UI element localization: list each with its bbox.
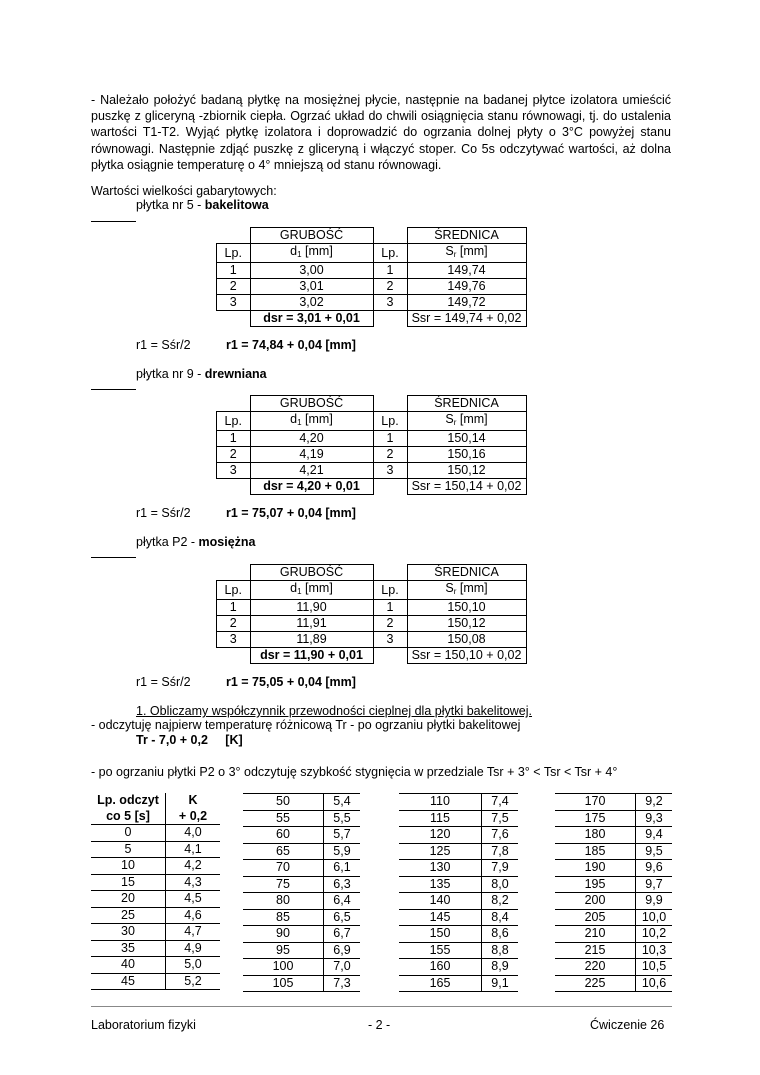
k-cell: 9,5 [636, 843, 673, 860]
page-number: - 2 - [368, 1018, 391, 1032]
table-row [243, 893, 360, 910]
time-cell: 10 [91, 858, 166, 875]
footer-right: Ćwiczenie 26 [590, 1018, 665, 1032]
table-row [91, 891, 220, 908]
section-title: 1. Obliczamy współczynnik przewodności cieplnej dla płytki bakelitowej. [136, 704, 533, 718]
plate-title-wood: płytka nr 9 - drewniana [136, 367, 267, 381]
r-formula: r1 = Sśr/2 [136, 338, 191, 352]
table-row [555, 843, 672, 860]
tr-value: Tr - 7,0 + 0,2 [K] [136, 733, 243, 747]
time-cell: 190 [555, 860, 636, 877]
k-cell: 6,5 [324, 909, 361, 926]
k-cell: 7,5 [482, 810, 519, 827]
time-cell: 150 [399, 926, 482, 943]
k-table-3 [399, 793, 518, 992]
time-cell: 70 [243, 860, 324, 877]
k-cell: 7,0 [324, 959, 361, 976]
time-cell: 225 [555, 975, 636, 992]
k-cell: 8,2 [482, 893, 519, 910]
time-cell: 180 [555, 827, 636, 844]
table-row [399, 893, 518, 910]
k-cell: 4,3 [166, 874, 221, 891]
time-cell: 100 [243, 959, 324, 976]
table-row [91, 858, 220, 875]
time-cell: 160 [399, 959, 482, 976]
k-cell: 8,9 [482, 959, 519, 976]
k-cell: 6,1 [324, 860, 361, 877]
table-row [399, 810, 518, 827]
footer-left: Laboratorium fizyki [91, 1018, 196, 1032]
k-cell: 4,0 [166, 825, 221, 842]
time-cell: 140 [399, 893, 482, 910]
k-cell: 5,7 [324, 827, 361, 844]
k-cell: 7,3 [324, 975, 361, 992]
time-cell: 165 [399, 975, 482, 992]
k-cell: 8,8 [482, 942, 519, 959]
table-row [243, 794, 360, 811]
time-cell: 15 [91, 874, 166, 891]
k-cell: 5,0 [166, 957, 221, 974]
table-row [399, 794, 518, 811]
plate-title-bakelite: płytka nr 5 - bakelitowa [136, 198, 269, 212]
table-row [555, 909, 672, 926]
k-cell: 4,6 [166, 907, 221, 924]
k-cell: 5,5 [324, 810, 361, 827]
k-cell: 10,2 [636, 926, 673, 943]
r-result-wood: r1 = 75,07 + 0,04 [mm] [226, 506, 356, 520]
plate-title-brass: płytka P2 - mosiężna [136, 535, 256, 549]
table-row [399, 975, 518, 992]
k-cell: 6,9 [324, 942, 361, 959]
k-cell: 5,4 [324, 794, 361, 811]
time-cell: 90 [243, 926, 324, 943]
time-cell: 95 [243, 942, 324, 959]
time-cell: 60 [243, 827, 324, 844]
time-cell: 200 [555, 893, 636, 910]
time-cell: 25 [91, 907, 166, 924]
table-row [243, 876, 360, 893]
time-cell: 110 [399, 794, 482, 811]
k-cell: 10,0 [636, 909, 673, 926]
dims-table-bakelite: GRUBOŚĆ ŚREDNICA Lp. $d_1$ [mm] Lp. $S_r$ [mm] 1 3,00 1 149,74 2 3,01 2 149,76 3 3,02 3 149,72 dsr = 3,01 + 0,01 Ssr = 149,74 + 0,02 [216, 227, 527, 327]
k-table-1: Lp. odczyt K co 5 [s] + 0,2 0 4,0 5 4,1 10 4,2 15 4,3 20 4,5 25 4,6 30 4,7 35 4,9 40 5,0 45 5,2 [91, 793, 220, 990]
footer-divider [91, 1006, 672, 1007]
dims-heading: Wartości wielkości gabarytowych: [91, 184, 277, 198]
divider-rule [91, 389, 136, 390]
table-row [243, 827, 360, 844]
table-row [555, 959, 672, 976]
k-cell: 9,9 [636, 893, 673, 910]
table-row [243, 810, 360, 827]
k-cell: 9,1 [482, 975, 519, 992]
table-row [399, 926, 518, 943]
table-row [555, 893, 672, 910]
d-summary: dsr = 3,01 + 0,01 [250, 311, 373, 327]
k-cell: 4,1 [166, 841, 221, 858]
table-row [243, 926, 360, 943]
r-result-brass: r1 = 75,05 + 0,04 [mm] [226, 675, 356, 689]
table-row [399, 909, 518, 926]
table-row [243, 909, 360, 926]
time-cell: 135 [399, 876, 482, 893]
table-row [555, 860, 672, 877]
time-cell: 20 [91, 891, 166, 908]
time-cell: 155 [399, 942, 482, 959]
time-cell: 50 [243, 794, 324, 811]
k-cell: 8,4 [482, 909, 519, 926]
cooling-text: - po ogrzaniu płytki P2 o 3° odczytuję szybkość stygnięcia w przedziale Tsr + 3° < Tsr < Tsr + 4° [91, 765, 618, 779]
time-cell: 45 [91, 973, 166, 990]
time-cell: 30 [91, 924, 166, 941]
s-summary: Ssr = 150,10 + 0,02 [407, 648, 526, 664]
k-cell: 6,3 [324, 876, 361, 893]
k-cell: 5,9 [324, 843, 361, 860]
dims-table-brass: GRUBOŚĆ ŚREDNICA Lp. $d_1$ [mm] Lp. $S_r$ [mm] 1 11,90 1 150,10 2 11,91 2 150,12 3 11,89 3 150,08 dsr = 11,90 + 0,01 Ssr = 150,10 + 0,02 [216, 564, 527, 664]
k-cell: 10,5 [636, 959, 673, 976]
time-cell: 115 [399, 810, 482, 827]
section-text: - odczytuję najpierw temperaturę różnicową Tr - po ogrzaniu płytki bakelitowej [91, 718, 521, 732]
table-row [399, 942, 518, 959]
table-row [399, 827, 518, 844]
table-row [91, 874, 220, 891]
time-cell: 0 [91, 825, 166, 842]
time-cell: 220 [555, 959, 636, 976]
k-cell: 4,7 [166, 924, 221, 941]
k-cell: 9,7 [636, 876, 673, 893]
table-row [555, 827, 672, 844]
table-row [243, 959, 360, 976]
k-cell: 6,4 [324, 893, 361, 910]
time-cell: 175 [555, 810, 636, 827]
intro-paragraph: - Należało położyć badaną płytkę na mosiężnej płycie, następnie na badanej płytce izolatora umieścić puszkę z gliceryną -zbiornik ciepła. Ogrzać układ do chwili osiągnięcia stanu równowagi, tj. do ustalenia wartości T1-T2. Wyjąć płytkę izolatora i doprowadzić do ogrzania dolnej płyty o 3°C powyżej stanu równowagi. Następnie zdjąć puszkę z gliceryną i włączyć stoper. Co 5s odczytywać wartości, aż dolna płytka osiągnie temperaturę o 4° mniejszą od stanu równowagi. [91, 93, 671, 172]
k-cell: 7,9 [482, 860, 519, 877]
time-cell: 125 [399, 843, 482, 860]
time-cell: 215 [555, 942, 636, 959]
time-cell: 170 [555, 794, 636, 811]
table-row [399, 843, 518, 860]
table-row [91, 940, 220, 957]
time-cell: 210 [555, 926, 636, 943]
table-row [243, 843, 360, 860]
divider-rule [91, 221, 136, 222]
table-row [243, 942, 360, 959]
r-result-bakelite: r1 = 74,84 + 0,04 [mm] [226, 338, 356, 352]
time-cell: 5 [91, 841, 166, 858]
time-cell: 85 [243, 909, 324, 926]
k-cell: 9,3 [636, 810, 673, 827]
time-cell: 105 [243, 975, 324, 992]
table-row [399, 959, 518, 976]
divider-rule [91, 557, 136, 558]
time-cell: 120 [399, 827, 482, 844]
time-cell: 80 [243, 893, 324, 910]
table-row [555, 942, 672, 959]
table-row [91, 973, 220, 990]
table-row [555, 926, 672, 943]
table-row [243, 860, 360, 877]
k-cell: 5,2 [166, 973, 221, 990]
k-cell: 8,0 [482, 876, 519, 893]
d-summary: dsr = 11,90 + 0,01 [250, 648, 373, 664]
time-cell: 130 [399, 860, 482, 877]
table-row [91, 841, 220, 858]
table-row [555, 794, 672, 811]
table-row [555, 876, 672, 893]
k-cell: 9,4 [636, 827, 673, 844]
time-cell: 35 [91, 940, 166, 957]
r-formula: r1 = Sśr/2 [136, 506, 191, 520]
table-row [399, 860, 518, 877]
table-row [243, 975, 360, 992]
time-cell: 55 [243, 810, 324, 827]
s-summary: Ssr = 149,74 + 0,02 [407, 311, 526, 327]
time-cell: 65 [243, 843, 324, 860]
d-summary: dsr = 4,20 + 0,01 [250, 479, 373, 495]
table-row [555, 975, 672, 992]
time-cell: 185 [555, 843, 636, 860]
k-cell: 4,2 [166, 858, 221, 875]
k-cell: 9,2 [636, 794, 673, 811]
table-row [91, 907, 220, 924]
time-cell: 205 [555, 909, 636, 926]
time-cell: 40 [91, 957, 166, 974]
table-row [555, 810, 672, 827]
r-formula: r1 = Sśr/2 [136, 675, 191, 689]
time-cell: 75 [243, 876, 324, 893]
time-cell: 145 [399, 909, 482, 926]
k-cell: 9,6 [636, 860, 673, 877]
dims-table-wood: GRUBOŚĆ ŚREDNICA Lp. $d_1$ [mm] Lp. $S_r$ [mm] 1 4,20 1 150,14 2 4,19 2 150,16 3 4,21 3 150,12 dsr = 4,20 + 0,01 Ssr = 150,14 + 0,02 [216, 395, 527, 495]
k-table-4 [555, 793, 672, 992]
time-cell: 195 [555, 876, 636, 893]
table-row [399, 876, 518, 893]
k-cell: 8,6 [482, 926, 519, 943]
s-summary: Ssr = 150,14 + 0,02 [407, 479, 526, 495]
k-cell: 7,8 [482, 843, 519, 860]
k-cell: 6,7 [324, 926, 361, 943]
k-cell: 10,6 [636, 975, 673, 992]
table-row [91, 924, 220, 941]
k-cell: 4,5 [166, 891, 221, 908]
k-cell: 4,9 [166, 940, 221, 957]
k-cell: 7,6 [482, 827, 519, 844]
k-table-2 [243, 793, 360, 992]
k-cell: 7,4 [482, 794, 519, 811]
table-row [91, 825, 220, 842]
k-cell: 10,3 [636, 942, 673, 959]
table-row [91, 957, 220, 974]
